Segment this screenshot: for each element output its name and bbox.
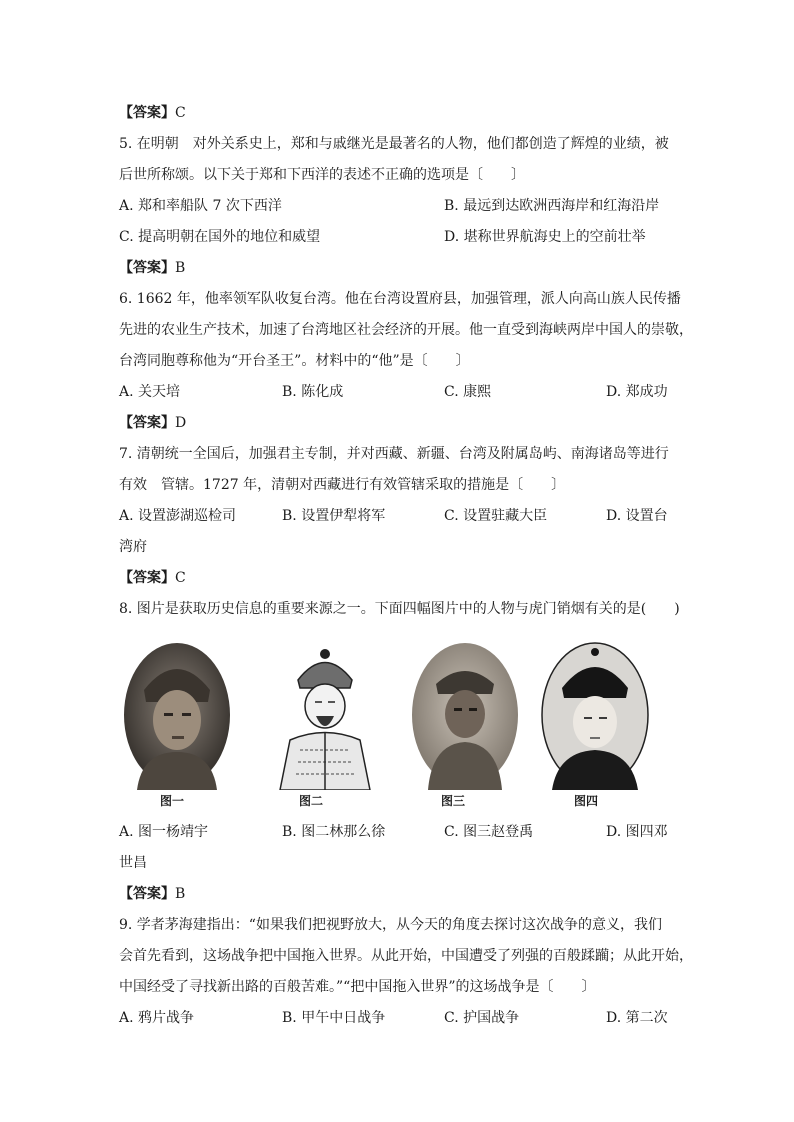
- q6-option-b: B. 陈化成: [282, 384, 344, 400]
- q9-option-a: A. 鸦片战争: [119, 1010, 195, 1026]
- q8-option-d-continued: 世昌: [119, 855, 147, 871]
- q8-option-c: C. 图三赵登禹: [444, 824, 534, 840]
- portrait-4-image: [540, 640, 650, 790]
- question-7-line-2: 有效 管辖。1727 年，清朝对西藏进行有效管辖采取的措施是〔 〕: [119, 477, 566, 493]
- q8-option-b: B. 图二林那么徐: [282, 824, 386, 840]
- caption-3: 图三: [441, 794, 466, 808]
- question-9-line-3: 中国经受了寻找新出路的百般苦难。”“把中国拖入世界”的这场战争是〔 〕: [119, 979, 596, 995]
- question-9-line-2: 会首先看到，这场战争把中国拖入世界。从此开始，中国遭受了列强的百般蹂躏；从此开始，: [119, 948, 693, 964]
- answer-8: 【答案】B: [119, 886, 186, 902]
- q7-option-b: B. 设置伊犁将军: [282, 508, 386, 524]
- q7-option-d: D. 设置台: [606, 508, 668, 524]
- answer-7: 【答案】C: [119, 570, 186, 586]
- portrait-3-image: [410, 640, 520, 790]
- question-7-line-1: 7. 清朝统一全国后，加强君主专制，并对西藏、新疆、台湾及附属岛屿、南海诸岛等进行: [119, 446, 669, 462]
- q6-option-c: C. 康熙: [444, 384, 492, 400]
- q8-option-a: A. 图一杨靖宇: [119, 824, 209, 840]
- answer-6: 【答案】D: [119, 415, 187, 431]
- q6-option-a: A. 关天培: [119, 384, 181, 400]
- caption-2: 图二: [299, 794, 324, 808]
- q5-option-d: D. 堪称世界航海史上的空前壮举: [444, 229, 646, 245]
- caption-4: 图四: [574, 794, 599, 808]
- question-6-line-2: 先进的农业生产技术，加速了台湾地区社会经济的开展。他一直受到海峡两岸中国人的崇敬，: [119, 322, 693, 338]
- q5-option-c: C. 提高明朝在国外的地位和威望: [119, 229, 321, 245]
- q7-option-a: A. 设置澎湖巡检司: [119, 508, 237, 524]
- q8-option-d: D. 图四邓: [606, 824, 668, 840]
- question-5-line-2: 后世所称颂。以下关于郑和下西洋的表述不正确的选项是〔 〕: [119, 167, 525, 183]
- q7-option-d-continued: 湾府: [119, 539, 147, 555]
- q6-option-d: D. 郑成功: [606, 384, 668, 400]
- question-5-line-1: 5. 在明朝 对外关系史上，郑和与戚继光是最著名的人物，他们都创造了辉煌的业绩，被: [119, 136, 669, 152]
- question-8-line-1: 8. 图片是获取历史信息的重要来源之一。下面四幅图片中的人物与虎门销烟有关的是( ): [119, 601, 680, 617]
- q9-option-d: D. 第二次: [606, 1010, 668, 1026]
- question-9-line-1: 9. 学者茅海建指出：“如果我们把视野放大，从今天的角度去探讨这次战争的意义，我们: [119, 917, 662, 933]
- question-6-line-3: 台湾同胞尊称他为“开台圣王”。材料中的“他”是〔 〕: [119, 353, 470, 369]
- portrait-2-image: [270, 640, 380, 790]
- q5-option-a: A. 郑和率船队 7 次下西洋: [119, 198, 282, 214]
- answer-prev: 【答案】C: [119, 105, 186, 121]
- question-6-line-1: 6. 1662 年，他率领军队收复台湾。他在台湾设置府县，加强管理，派人向高山族人民传播: [119, 291, 681, 307]
- portrait-1-image: [122, 640, 232, 790]
- q9-option-c: C. 护国战争: [444, 1010, 520, 1026]
- answer-5: 【答案】B: [119, 260, 186, 276]
- q9-option-b: B. 甲午中日战争: [282, 1010, 386, 1026]
- q5-option-b: B. 最远到达欧洲西海岸和红海沿岸: [444, 198, 660, 214]
- q7-option-c: C. 设置驻藏大臣: [444, 508, 548, 524]
- caption-1: 图一: [160, 794, 185, 808]
